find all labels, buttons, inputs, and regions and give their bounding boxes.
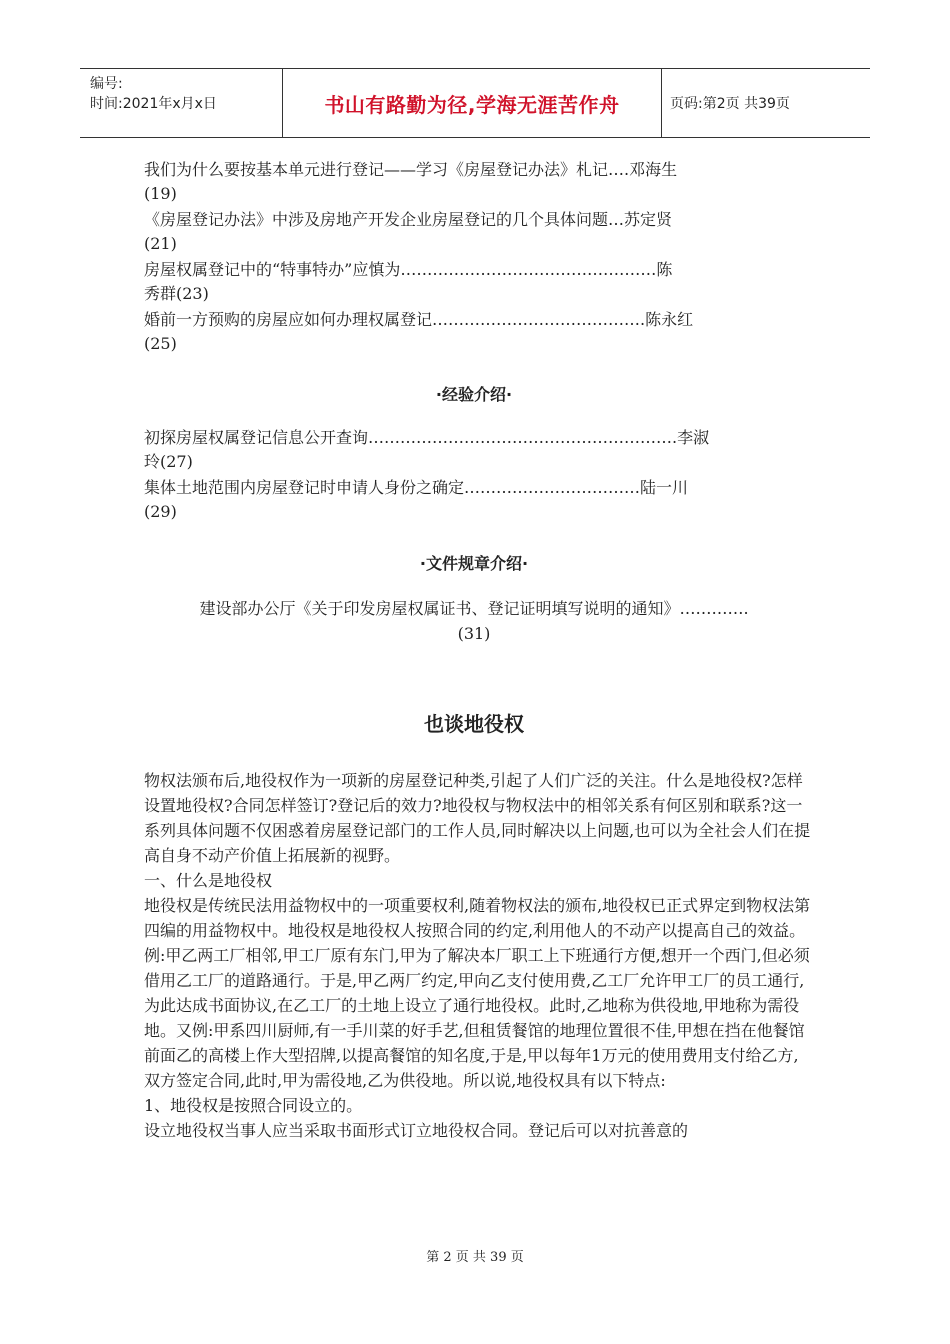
page-footer: 第 2 页 共 39 页 [426, 1250, 524, 1265]
toc-entry-page: 玲(27) [144, 452, 193, 471]
docs-entry [144, 596, 804, 646]
article-subheading: 1、地役权是按照合同设立的。 [144, 1096, 363, 1115]
experience-list [144, 426, 804, 524]
toc-entry [144, 308, 804, 356]
motto-text: 书山有路勤为径,学海无涯苦作舟 [324, 92, 620, 117]
docs-entry-line: 建设部办公厅《关于印发房屋权属证书、登记证明填写说明的通知》…………. [199, 599, 749, 618]
article-paragraph: 地役权是传统民法用益物权中的一项重要权利,随着物权法的颁布,地役权已正式界定到物权法第四编的用益物权中。地役权是地役权人按照合同的约定,利用他人的不动产以提高自己的效益。例:甲乙两工厂相邻,甲工厂原有东门,甲为了解决本厂职工上下班通行方便,想开一个西门,但必须借用乙工厂的道路通行。于是,甲乙两厂约定,甲向乙支付使用费,乙工厂允许甲工厂的员工通行,为此达成书面协议,在乙工厂的土地上设立了通行地役权。此时,乙地称为供役地,甲地称为需役地。又例:甲系四川厨师,有一手川菜的好手艺,但租赁餐馆的地理位置很不佳,甲想在挡在他餐馆前面乙的高楼上作大型招牌,以提高餐馆的知名度,于是,甲以每年1万元的使用费用支付给乙方,双方签定合同,此时,甲为需役地,乙为供役地。所以说,地役权具有以下特点: [144, 896, 811, 1090]
toc-entry-page: (29) [144, 502, 177, 521]
toc-entry-line: 《房屋登记办法》中涉及房地产开发企业房屋登记的几个具体问题…苏定贤 [144, 210, 673, 229]
article-body [144, 768, 814, 1143]
article-title: 也谈地役权 [424, 712, 524, 736]
toc-list [144, 158, 804, 356]
header-motto-cell [283, 69, 662, 137]
toc-entry-line: 我们为什么要按基本单元进行登记——学习《房屋登记办法》札记….邓海生 [144, 160, 678, 179]
time-label: 时间:2021年x月x日 [90, 96, 217, 112]
toc-entry-page: (19) [144, 184, 177, 203]
toc-entry [144, 258, 804, 306]
toc-entry-page: 秀群(23) [144, 284, 209, 303]
header-meta [80, 69, 283, 137]
page-info: 页码:第2页 共39页 [670, 96, 790, 112]
header-table [80, 68, 870, 138]
toc-entry [144, 208, 804, 256]
toc-entry-line: 房屋权属登记中的“特事特办”应慎为…………………………………………陈 [144, 260, 673, 279]
article-paragraph: 物权法颁布后,地役权作为一项新的房屋登记种类,引起了人们广泛的关注。什么是地役权?怎样设置地役权?合同怎样签订?登记后的效力?地役权与物权法中的相邻关系有何区别和联系?这一系列具体问题不仅困惑着房屋登记部门的工作人员,同时解决以上问题,也可以为全社会人们在提高自身不动产价值上拓展新的视野。 [144, 771, 811, 865]
toc-entry [144, 158, 804, 206]
toc-entry-line: 集体土地范围内房屋登记时申请人身份之确定……………………………陆一川 [144, 478, 689, 497]
toc-entry [144, 426, 804, 474]
docs-entry-page: (31) [457, 624, 491, 643]
toc-entry-line: 婚前一方预购的房屋应如何办理权属登记………………………………….陈永红 [144, 310, 694, 329]
section-heading-experience: ·经验介绍· [435, 385, 513, 404]
article-subheading: 一、什么是地役权 [144, 871, 273, 890]
toc-entry-page: (21) [144, 234, 177, 253]
section-heading-docs: ·文件规章介绍· [419, 554, 529, 573]
toc-entry-line: 初探房屋权属登记信息公开查询………………………………………………….李淑 [144, 428, 710, 447]
article-paragraph: 设立地役权当事人应当采取书面形式订立地役权合同。登记后可以对抗善意的 [144, 1121, 689, 1140]
number-label: 编号: [90, 76, 123, 92]
toc-entry-page: (25) [144, 334, 177, 353]
toc-entry [144, 476, 804, 524]
